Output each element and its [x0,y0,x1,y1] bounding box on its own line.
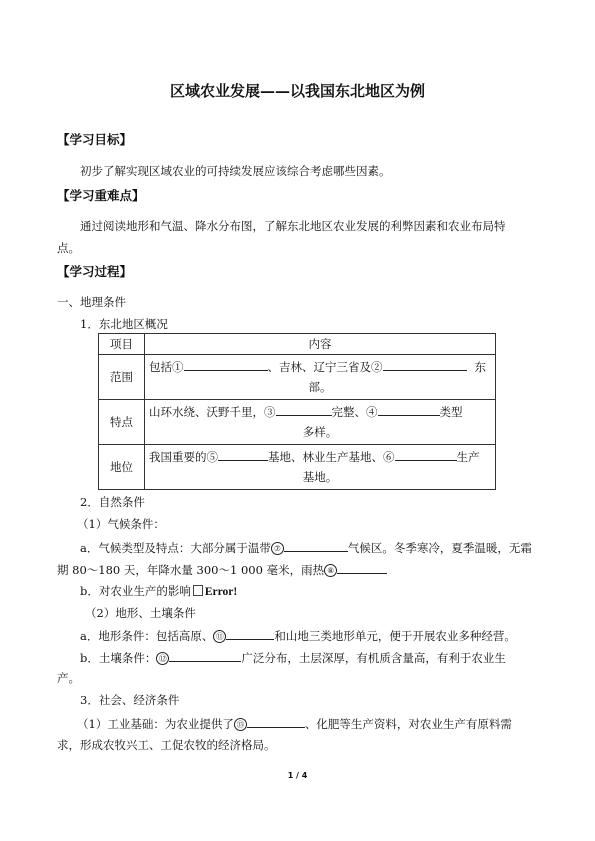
cell-text: 我国重要的 [149,450,207,464]
cell-text: 类型 [439,405,463,419]
goal-heading: 【学习目标】 [57,132,133,147]
table-header-item: 项目 [99,334,145,355]
row-label-status: 地位 [99,445,145,490]
row-label-features: 特点 [99,400,145,445]
answer-blank-2[interactable] [383,358,467,371]
answer-blank-1[interactable] [184,358,268,371]
cell-text-wrap: 部。 [308,380,332,394]
row-content-features [145,400,496,445]
blank-number: ④ [366,405,378,419]
error-text: Error! [204,586,238,598]
climate-a-line1 [80,539,532,556]
answer-blank-12[interactable] [169,649,241,662]
climate-a-text: a．气候类型及特点：大部分属于温带 [80,541,271,555]
terrain-a-text: a．地形条件：包括高原、 [80,629,214,643]
terrain-b-text: 广泛分布，土层深厚，有机质含量高，有利于农业生 [241,651,506,665]
blank-number: ⑦ [271,542,284,555]
blank-number: ⑥ [383,450,395,464]
key-text-line1: 通过阅读地形和气温、降水分布图，了解东北地区农业发展的利弊因素和农业布局特 [80,219,506,233]
answer-blank-6[interactable] [395,448,457,461]
climate-heading: （1）气候条件： [77,517,165,531]
climate-a-text: 期 80～180 天，年降水量 300～1 000 毫米，雨热 [57,563,325,577]
table-header-content: 内容 [145,334,496,355]
answer-blank-11[interactable] [226,627,274,640]
terrain-b-line2: 产。 [57,671,80,685]
goal-text: 初步了解实现区域农业的可持续发展应该综合考虑哪些因素。 [80,164,391,178]
cell-text-wrap: 基地。 [302,470,338,484]
blank-number: ⑬ [234,718,247,731]
missing-glyph-icon [193,585,203,596]
blank-number: ① [172,360,184,374]
answer-blank-4[interactable] [378,403,440,416]
answer-blank-3[interactable] [276,403,332,416]
social-economic-subheading: 3．社会、经济条件 [80,693,180,707]
cell-text-wrap: 多样。 [302,425,338,439]
table-row [99,400,496,445]
industry-line2: 求，形成农牧兴工、工促农牧的经济格局。 [57,738,276,752]
blank-number: ⑤ [206,450,218,464]
terrain-a-line [80,627,516,644]
terrain-a-text: 和山地三类地形单元，便于开展农业多种经营。 [274,629,516,643]
process-heading: 【学习过程】 [57,264,133,279]
climate-b-line [80,583,237,599]
blank-number: ② [371,360,383,374]
row-content-status [145,445,496,490]
industry-line1 [77,715,512,732]
industry-text: （1）工业基础：为农业提供了 [77,717,234,731]
answer-blank-5[interactable] [218,448,268,461]
cell-text: 、吉林、辽宁三省及 [267,360,371,374]
cell-text: 基地、林业生产基地、 [268,450,383,464]
cell-text: 生产 [456,450,480,464]
row-content-scope [145,355,496,400]
page-title: 区域农业发展——以我国东北地区为例 [169,82,425,100]
table-row [99,355,496,400]
key-heading: 【学习重难点】 [57,188,145,203]
terrain-b-text: b．土壤条件： [80,651,157,665]
key-text-line2: 点。 [57,241,80,255]
page-number: 1 / 4 [287,771,308,780]
blank-number: ⑧ [324,564,337,577]
cell-text: 东 [474,360,486,374]
row-label-scope: 范围 [99,355,145,400]
blank-number: ③ [264,405,276,419]
blank-number: ⑪ [213,630,226,643]
answer-blank-13[interactable] [247,715,305,728]
blank-number: ⑫ [156,652,169,665]
answer-blank-8[interactable] [337,561,387,574]
terrain-heading: （2）地形、土壤条件 [85,606,196,620]
cell-text: 包括 [149,360,172,374]
climate-a-line2 [57,561,387,578]
overview-table [98,333,496,490]
cell-text: 山环水绕、沃野千里， [149,405,264,419]
answer-blank-7[interactable] [284,539,348,552]
table-header-row [99,334,496,355]
cell-text: 完整、 [331,405,366,419]
table-row [99,445,496,490]
terrain-b-line [80,649,506,666]
climate-a-text: 气候区。冬季寒冷，夏季温暖，无霜 [347,541,532,555]
overview-subheading: 1．东北地区概况 [80,317,168,331]
natural-conditions-subheading: 2．自然条件 [80,495,145,509]
industry-text: 、化肥等生产资料，对农业生产有原料需 [304,717,512,731]
part1-heading: 一、地理条件 [57,295,126,309]
climate-b-text: b．对农业生产的影响 [80,584,191,598]
